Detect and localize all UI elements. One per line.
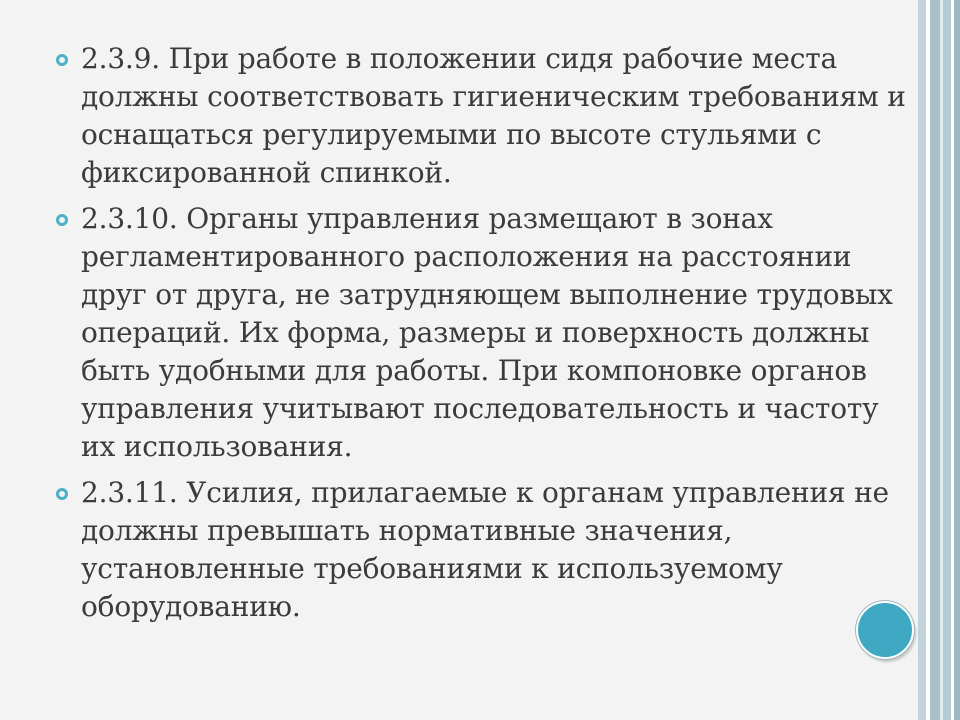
decorative-circle-icon <box>856 601 914 659</box>
border-stripe <box>930 0 940 720</box>
border-stripe <box>954 0 960 720</box>
bullet-item <box>56 200 906 466</box>
bullet-circle-icon <box>56 488 68 500</box>
bullet-item <box>56 474 906 626</box>
right-border-decoration <box>918 0 960 720</box>
border-stripe <box>918 0 926 720</box>
bullet-circle-icon <box>56 214 68 226</box>
bullet-circle-icon <box>56 54 68 66</box>
bullet-text: 2.3.11. Усилия, прилагаемые к органам управления не должны превышать нормативные значения, установленные требованиями к используемому оборудованию. <box>81 476 889 623</box>
bullet-item <box>56 40 906 192</box>
bullet-text: 2.3.9. При работе в положении сидя рабочие места должны соответствовать гигиеническим требованиям и оснащаться регулируемыми по высоте стульями с фиксированной спинкой. <box>81 42 906 189</box>
border-stripe <box>943 0 951 720</box>
bullet-list <box>56 40 906 634</box>
bullet-text: 2.3.10. Органы управления размещают в зонах регламентированного расположения на расстоянии друг от друга, не затрудняющем выполнение трудовых операций. Их форма, размеры и поверхность должны быть удобными для работы. При компоновке органов управления учитывают последовательность и частоту их использования. <box>81 202 893 463</box>
